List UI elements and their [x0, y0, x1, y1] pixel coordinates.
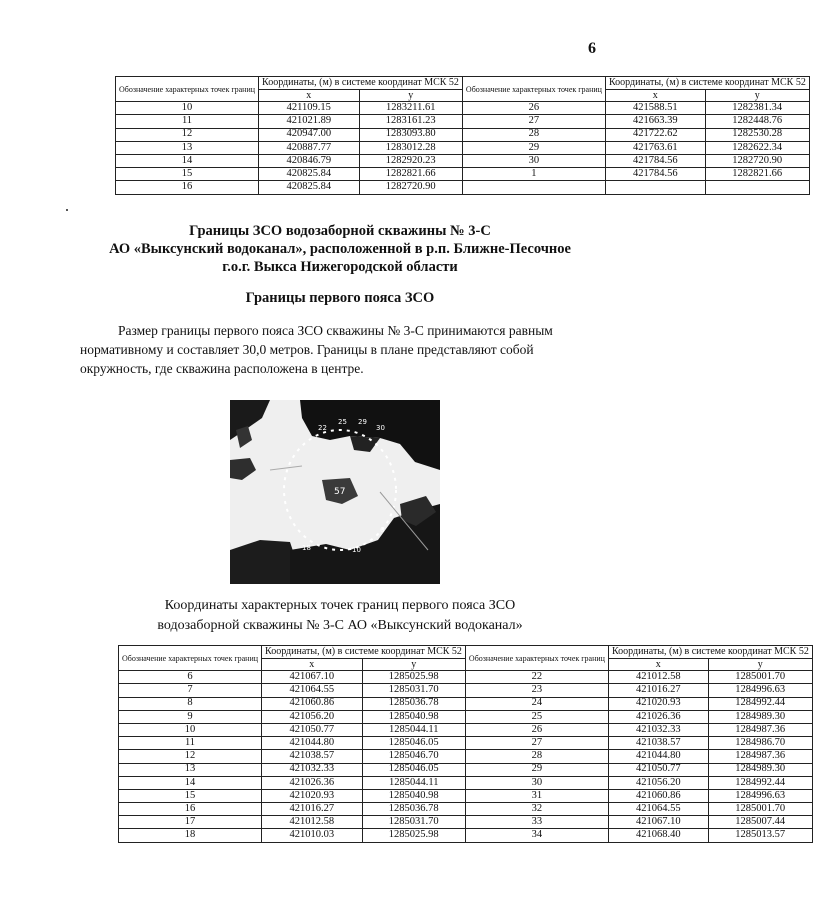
y-value: 1282448.76 — [705, 115, 809, 128]
x-value: 421021.89 — [259, 115, 360, 128]
table-row — [119, 829, 813, 842]
table-row — [119, 710, 813, 723]
y-value: 1285025.98 — [362, 829, 465, 842]
y-value: 1285013.57 — [708, 829, 812, 842]
point-number: 25 — [465, 710, 608, 723]
point-number: 30 — [462, 154, 605, 167]
zone-title: Границы первого пояса ЗСО — [245, 290, 435, 306]
y-value: 1285007.44 — [708, 816, 812, 829]
table-row — [116, 168, 810, 181]
x-value: 421763.61 — [605, 141, 705, 154]
y-value: 1282821.66 — [359, 168, 462, 181]
y-value: 1285046.05 — [362, 737, 465, 750]
x-header: x — [259, 90, 360, 102]
x-header: x — [608, 659, 708, 671]
x-value: 421010.03 — [262, 829, 363, 842]
y-value: 1284992.44 — [708, 697, 812, 710]
point-number: 7 — [119, 684, 262, 697]
site-map-drawing — [230, 400, 440, 584]
point-number: 33 — [465, 816, 608, 829]
y-value: 1284986.70 — [708, 737, 812, 750]
x-header: x — [605, 90, 705, 102]
coordinates-table-top — [115, 76, 810, 195]
map-point-label: 18 — [302, 544, 311, 552]
zso-title-line: АО «Выксунский водоканал», расположенной в р.п. Ближне-Песочное — [109, 241, 571, 257]
y-value: 1283093.80 — [359, 128, 462, 141]
point-number: 15 — [119, 789, 262, 802]
x-value: 421064.55 — [608, 803, 708, 816]
x-value: 421038.57 — [608, 737, 708, 750]
x-value: 421067.10 — [262, 671, 363, 684]
table-row — [119, 803, 813, 816]
map-point-label: 29 — [358, 418, 367, 426]
x-value: 421060.86 — [262, 697, 363, 710]
table-row — [116, 115, 810, 128]
point-number: 10 — [119, 723, 262, 736]
y-value: 1282622.34 — [705, 141, 809, 154]
x-value: 421663.39 — [605, 115, 705, 128]
x-value: 420825.84 — [259, 181, 360, 194]
y-value: 1283211.61 — [359, 102, 462, 115]
point-number: 28 — [462, 128, 605, 141]
y-value: 1285040.98 — [362, 710, 465, 723]
table-row — [116, 102, 810, 115]
y-value: 1285040.98 — [362, 789, 465, 802]
y-value: 1283012.28 — [359, 141, 462, 154]
table-row — [119, 684, 813, 697]
x-value: 420887.77 — [259, 141, 360, 154]
point-label-header: Обозначение характерных точек границ — [462, 77, 605, 102]
x-value: 421784.56 — [605, 168, 705, 181]
x-value: 420825.84 — [259, 168, 360, 181]
table-row — [119, 816, 813, 829]
x-value: 421020.93 — [262, 789, 363, 802]
x-value: 421026.36 — [262, 776, 363, 789]
x-value: 421784.56 — [605, 154, 705, 167]
y-header: y — [359, 90, 462, 102]
coords-header: Координаты, (м) в системе координат МСК 52 — [608, 646, 812, 659]
y-value: 1282821.66 — [705, 168, 809, 181]
point-number: 32 — [465, 803, 608, 816]
y-header: y — [362, 659, 465, 671]
y-header: y — [708, 659, 812, 671]
x-value: 421064.55 — [262, 684, 363, 697]
point-number: 12 — [119, 750, 262, 763]
x-value: 421050.77 — [608, 763, 708, 776]
point-label-header: Обозначение характерных точек границ — [465, 646, 608, 671]
point-number: 9 — [119, 710, 262, 723]
x-value: 421016.27 — [608, 684, 708, 697]
x-value: 421026.36 — [608, 710, 708, 723]
point-number: 27 — [465, 737, 608, 750]
point-number: 16 — [119, 803, 262, 816]
table-caption — [60, 596, 620, 636]
x-value: 421012.58 — [608, 671, 708, 684]
y-value: 1282920.23 — [359, 154, 462, 167]
table-row — [119, 737, 813, 750]
y-value: 1282720.90 — [359, 181, 462, 194]
coords-header: Координаты, (м) в системе координат МСК 52 — [262, 646, 466, 659]
x-value: 421032.33 — [262, 763, 363, 776]
y-value: 1284996.63 — [708, 684, 812, 697]
map-point-label: 22 — [318, 424, 327, 432]
coords-header: Координаты, (м) в системе координат МСК 52 — [605, 77, 809, 90]
y-value: 1284989.30 — [708, 710, 812, 723]
x-value: 420947.00 — [259, 128, 360, 141]
y-value: 1285046.05 — [362, 763, 465, 776]
y-value — [705, 181, 809, 194]
point-number: 14 — [116, 154, 259, 167]
y-value: 1285036.78 — [362, 803, 465, 816]
x-value — [605, 181, 705, 194]
point-number: 23 — [465, 684, 608, 697]
point-number: 22 — [465, 671, 608, 684]
point-number: 29 — [465, 763, 608, 776]
point-number: 15 — [116, 168, 259, 181]
point-number: 34 — [465, 829, 608, 842]
paragraph-line: окружность, где скважина расположена в центре. — [80, 361, 364, 376]
point-number: 12 — [116, 128, 259, 141]
table-row — [116, 141, 810, 154]
y-value: 1285044.11 — [362, 776, 465, 789]
table-row — [119, 750, 813, 763]
x-value: 421016.27 — [262, 803, 363, 816]
zso-title-line: г.о.г. Выкса Нижегородской области — [222, 259, 458, 275]
caption-line: Координаты характерных точек границ первого пояса ЗСО — [164, 598, 516, 613]
point-number: 18 — [119, 829, 262, 842]
page-number: 6 — [588, 40, 596, 57]
well-label: 57 — [334, 487, 346, 497]
point-number: 29 — [462, 141, 605, 154]
point-number: 27 — [462, 115, 605, 128]
point-number: 31 — [465, 789, 608, 802]
point-number: 30 — [465, 776, 608, 789]
y-value: 1285036.78 — [362, 697, 465, 710]
table-row — [116, 181, 810, 194]
table-row — [116, 154, 810, 167]
point-number: 26 — [465, 723, 608, 736]
point-number: 16 — [116, 181, 259, 194]
point-number: 10 — [116, 102, 259, 115]
x-value: 421020.93 — [608, 697, 708, 710]
table-row — [119, 671, 813, 684]
stray-dot — [66, 209, 68, 211]
point-label-header: Обозначение характерных точек границ — [116, 77, 259, 102]
x-value: 421044.80 — [608, 750, 708, 763]
x-value: 421050.77 — [262, 723, 363, 736]
x-value: 421060.86 — [608, 789, 708, 802]
point-number: 26 — [462, 102, 605, 115]
x-value: 421588.51 — [605, 102, 705, 115]
table-row — [119, 763, 813, 776]
y-value: 1285046.70 — [362, 750, 465, 763]
map-point-label: 6 — [380, 526, 385, 534]
table-row — [119, 723, 813, 736]
point-number: 13 — [119, 763, 262, 776]
paragraph-line: нормативному и составляет 30,0 метров. Границы в плане представляют собой — [80, 342, 534, 357]
y-value: 1284996.63 — [708, 789, 812, 802]
point-number: 6 — [119, 671, 262, 684]
y-value: 1283161.23 — [359, 115, 462, 128]
y-value: 1284987.36 — [708, 723, 812, 736]
x-value: 420846.79 — [259, 154, 360, 167]
paragraph-line: Размер границы первого пояса ЗСО скважины № 3-С принимаются равным — [118, 323, 553, 338]
y-value: 1285001.70 — [708, 671, 812, 684]
y-header: y — [705, 90, 809, 102]
table-row — [119, 789, 813, 802]
x-value: 421056.20 — [262, 710, 363, 723]
caption-line: водозаборной скважины № 3-С АО «Выксунский водоканал» — [157, 618, 523, 633]
coords-header: Координаты, (м) в системе координат МСК 52 — [259, 77, 463, 90]
y-value: 1285044.11 — [362, 723, 465, 736]
y-value: 1285031.70 — [362, 684, 465, 697]
map-point-label: 25 — [338, 418, 347, 426]
site-map-image — [230, 400, 440, 584]
x-header: x — [262, 659, 363, 671]
x-value: 421038.57 — [262, 750, 363, 763]
description-paragraph — [80, 321, 590, 378]
point-number: 13 — [116, 141, 259, 154]
coordinates-table-bottom — [118, 645, 813, 843]
x-value: 421068.40 — [608, 829, 708, 842]
x-value: 421012.58 — [262, 816, 363, 829]
point-number: 8 — [119, 697, 262, 710]
y-value: 1284987.36 — [708, 750, 812, 763]
x-value: 421032.33 — [608, 723, 708, 736]
x-value: 421067.10 — [608, 816, 708, 829]
map-point-label: 10 — [352, 546, 361, 554]
y-value: 1282720.90 — [705, 154, 809, 167]
point-label-header: Обозначение характерных точек границ — [119, 646, 262, 671]
point-number: 24 — [465, 697, 608, 710]
point-number — [462, 181, 605, 194]
y-value: 1285031.70 — [362, 816, 465, 829]
point-number: 17 — [119, 816, 262, 829]
y-value: 1285025.98 — [362, 671, 465, 684]
table-row — [119, 697, 813, 710]
point-number: 28 — [465, 750, 608, 763]
map-point-label: 30 — [376, 424, 385, 432]
point-number: 11 — [119, 737, 262, 750]
zso-title-line: Границы ЗСО водозаборной скважины № 3-С — [189, 223, 491, 239]
zso-title — [60, 222, 620, 276]
y-value: 1285001.70 — [708, 803, 812, 816]
x-value: 421044.80 — [262, 737, 363, 750]
y-value: 1282530.28 — [705, 128, 809, 141]
x-value: 421722.62 — [605, 128, 705, 141]
point-number: 1 — [462, 168, 605, 181]
y-value: 1284989.30 — [708, 763, 812, 776]
point-number: 11 — [116, 115, 259, 128]
table-row — [119, 776, 813, 789]
y-value: 1282381.34 — [705, 102, 809, 115]
table-row — [116, 128, 810, 141]
x-value: 421109.15 — [259, 102, 360, 115]
y-value: 1284992.44 — [708, 776, 812, 789]
point-number: 14 — [119, 776, 262, 789]
x-value: 421056.20 — [608, 776, 708, 789]
